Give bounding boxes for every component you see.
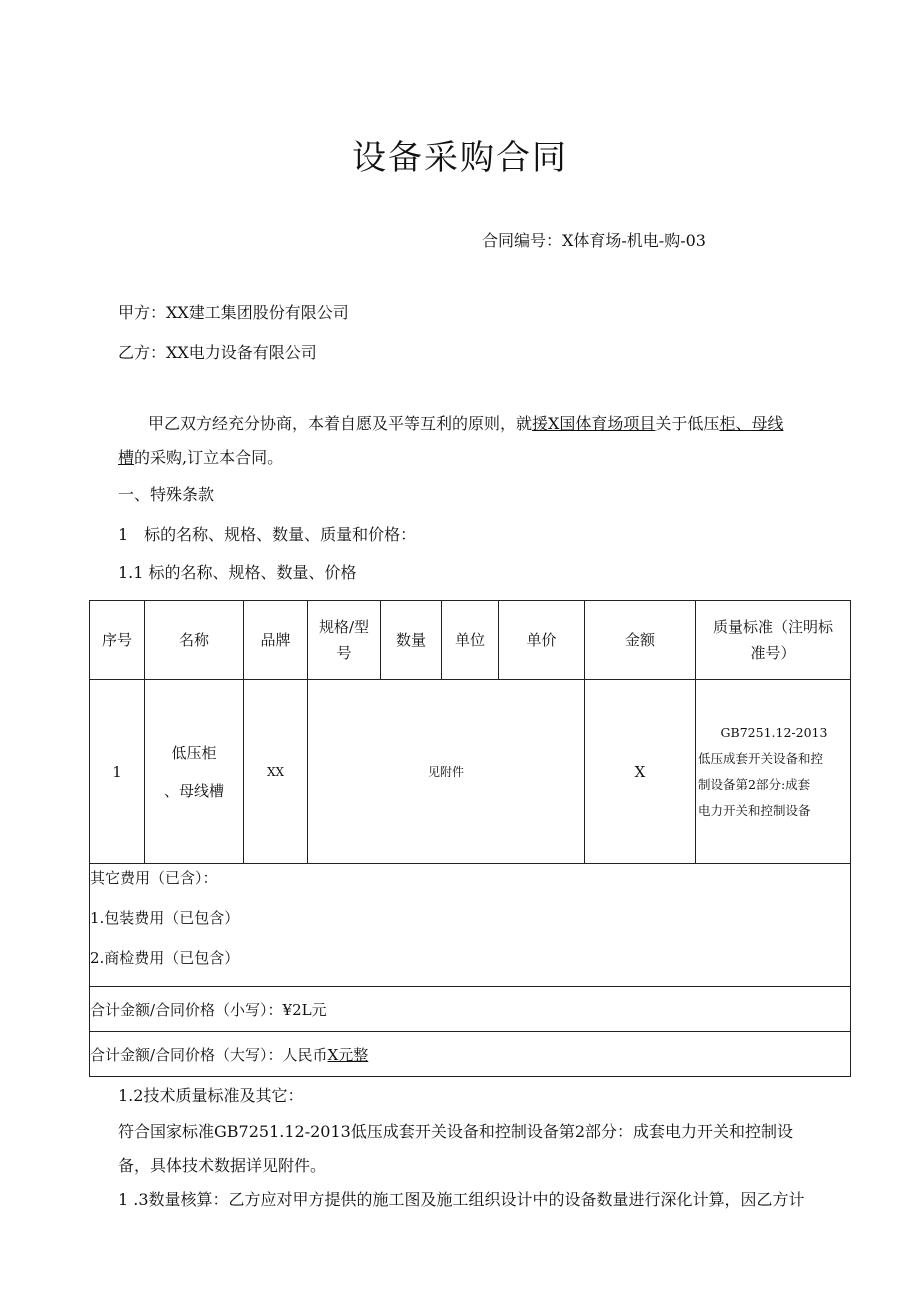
fee-packaging: 1.包装费用（已包含）: [90, 909, 240, 927]
intro-text: 甲乙双方经充分协商，本着自愿及平等互利的原则，就: [148, 414, 533, 433]
standard-line: 电力开关和控制设备: [698, 802, 811, 818]
standard-line: 制设备第2部分:成套: [698, 776, 811, 792]
standard-line: GB7251.12-2013: [720, 724, 828, 740]
header-brand: 品牌: [244, 601, 308, 680]
total-big-value: X元整: [327, 1045, 369, 1064]
intro-text: 的采购,订立本合同。: [134, 448, 284, 467]
standard-line: 低压成套开关设备和控: [698, 750, 824, 766]
header-name: 名称: [145, 601, 244, 680]
goods-name: 柜、母线: [719, 414, 784, 433]
intro-text: 关于低压: [655, 414, 720, 433]
cell-amount: X: [585, 680, 696, 864]
clause-1-3: 1 .3数量核算：乙方应对甲方提供的施工图及施工组织设计中的设备数量进行深化计算，因乙方计: [118, 1190, 805, 1209]
cell-seq: 1: [90, 680, 145, 864]
cell-brand: XX: [244, 680, 308, 864]
fees-row: [90, 864, 851, 987]
table-header-row: [90, 601, 851, 680]
cell-standard: [696, 680, 851, 864]
cell-other-fees: [90, 864, 851, 987]
contract-number: 合同编号：X体育场-机电-购-03: [482, 231, 706, 250]
header-spec-line2: 号: [336, 644, 352, 662]
clause-1-2-text-line2: 备，具体技术数据详见附件。: [118, 1156, 327, 1175]
cell-name-line2: 、母线槽: [163, 781, 224, 800]
fees-title: 其它费用（已含）：: [90, 869, 218, 887]
clause-1-2: 1.2技术质量标准及其它：: [118, 1086, 304, 1105]
header-spec-line1: 规格/型: [318, 618, 370, 636]
clause-1-2-text-line1: 符合国家标准GB7251.12-2013低压成套开关设备和控制设备第2部分：成套电力开关和控制设: [118, 1122, 794, 1141]
project-name: 援X国体育场项目: [532, 414, 656, 433]
header-standard-line1: 质量标准（注明标: [712, 618, 833, 636]
header-price: 单价: [499, 601, 585, 680]
clause-1: 1 标的名称、规格、数量、质量和价格：: [118, 525, 417, 544]
header-qty: 数量: [381, 601, 442, 680]
party-b: 乙方：XX电力设备有限公司: [118, 343, 317, 362]
table-row: [90, 680, 851, 864]
header-spec: [308, 601, 381, 680]
contract-title: 设备采购合同: [352, 138, 568, 178]
intro-line-1: [148, 407, 783, 441]
clause-1-1: 1.1 标的名称、规格、数量、价格: [118, 563, 357, 582]
cell-name-line1: 低压柜: [171, 743, 217, 762]
fee-inspection: 2.商检费用（已包含）: [90, 949, 240, 967]
party-a: 甲方：XX建工集团股份有限公司: [118, 303, 349, 322]
total-big-label: 合计金额/合同价格（大写）：人民币: [90, 1045, 328, 1064]
header-unit: 单位: [442, 601, 499, 680]
cell-see-attachment: 见附件: [308, 680, 585, 864]
cell-total-small: 合计金额/合同价格（小写）：¥2L元: [90, 987, 851, 1032]
section-special-terms: 一、特殊条款: [118, 485, 215, 504]
header-seq: 序号: [90, 601, 145, 680]
intro-line-2: [118, 441, 283, 475]
goods-table: [89, 600, 851, 1077]
cell-name: [145, 680, 244, 864]
total-big-row: [90, 1032, 851, 1077]
total-small-row: [90, 987, 851, 1032]
header-standard-line2: 准号）: [750, 644, 796, 662]
cell-total-big: [90, 1032, 851, 1077]
header-standard: [696, 601, 851, 680]
header-amount: 金额: [585, 601, 696, 680]
goods-name: 槽: [118, 448, 135, 467]
